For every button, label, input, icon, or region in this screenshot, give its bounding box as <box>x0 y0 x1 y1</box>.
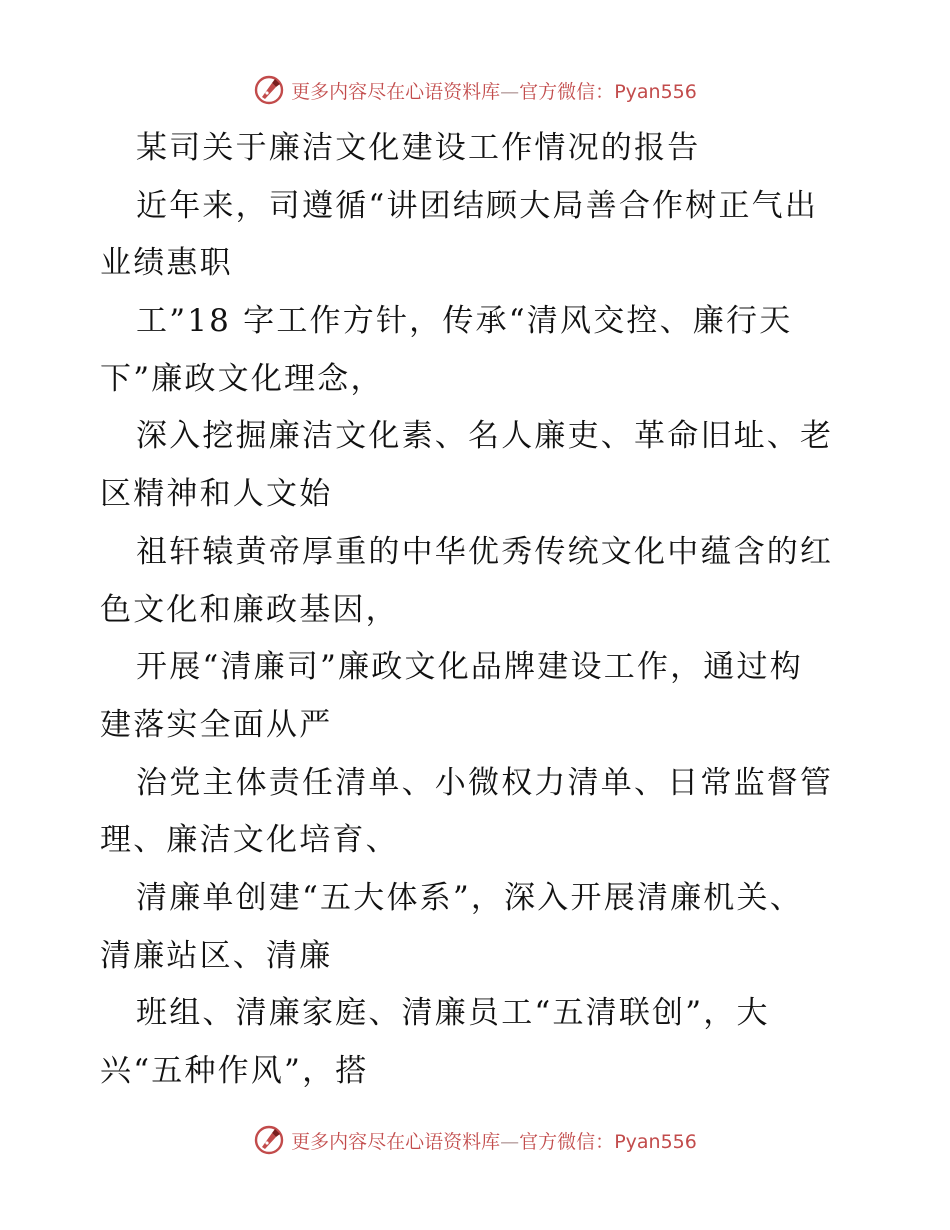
footer-banner <box>0 1120 950 1160</box>
document-line: 某司关于廉洁文化建设工作情况的报告 <box>136 130 701 166</box>
document-line: 理、廉洁文化培育、 <box>100 822 399 859</box>
document-line: 近年来，司遵循“讲团结顾大局善合作树正气出 <box>136 187 819 224</box>
banner-wechat-label: 官方微信： <box>519 80 615 103</box>
banner-wechat-id: Pyan556 <box>614 1130 697 1153</box>
document-line: 色文化和廉政基因， <box>100 591 399 628</box>
banner-separator: — <box>500 80 520 103</box>
document-line: 清廉站区、清廉 <box>100 937 333 974</box>
document-line: 祖轩辕黄帝厚重的中华优秀传统文化中蕴含的红 <box>136 533 834 570</box>
document-line: 工”18 字工作方针，传承“清风交控、廉行天 <box>136 303 793 340</box>
document-body <box>100 120 860 1101</box>
banner-site-name: 更多内容尽在心语资料库 <box>291 1130 501 1153</box>
banner-site-name: 更多内容尽在心语资料库 <box>291 80 501 103</box>
document-line: 深入挖掘廉洁文化素、名人廉吏、革命旧址、老 <box>136 418 834 455</box>
banner-text <box>291 1127 697 1154</box>
pen-nib-logo-icon <box>253 74 285 106</box>
document-line: 清廉单创建“五大体系”，深入开展清廉机关、 <box>136 879 803 916</box>
pen-nib-logo-icon <box>253 1124 285 1156</box>
document-line: 建落实全面从严 <box>100 706 333 743</box>
document-line: 开展“清廉司”廉政文化品牌建设工作，通过构 <box>136 649 803 686</box>
document-line: 班组、清廉家庭、清廉员工“五清联创”，大 <box>136 995 770 1032</box>
document-line: 兴“五种作风”，搭 <box>100 1053 369 1089</box>
document-line: 业绩惠职 <box>100 245 233 282</box>
document-line: 下”廉政文化理念， <box>100 360 384 397</box>
document-line: 治党主体责任清单、小微权力清单、日常监督管 <box>136 764 834 801</box>
header-banner <box>0 70 950 110</box>
banner-wechat-id: Pyan556 <box>614 80 697 103</box>
banner-wechat-label: 官方微信： <box>519 1130 615 1153</box>
banner-text <box>291 77 697 104</box>
document-line: 区精神和人文始 <box>100 476 333 513</box>
banner-separator: — <box>500 1130 520 1153</box>
